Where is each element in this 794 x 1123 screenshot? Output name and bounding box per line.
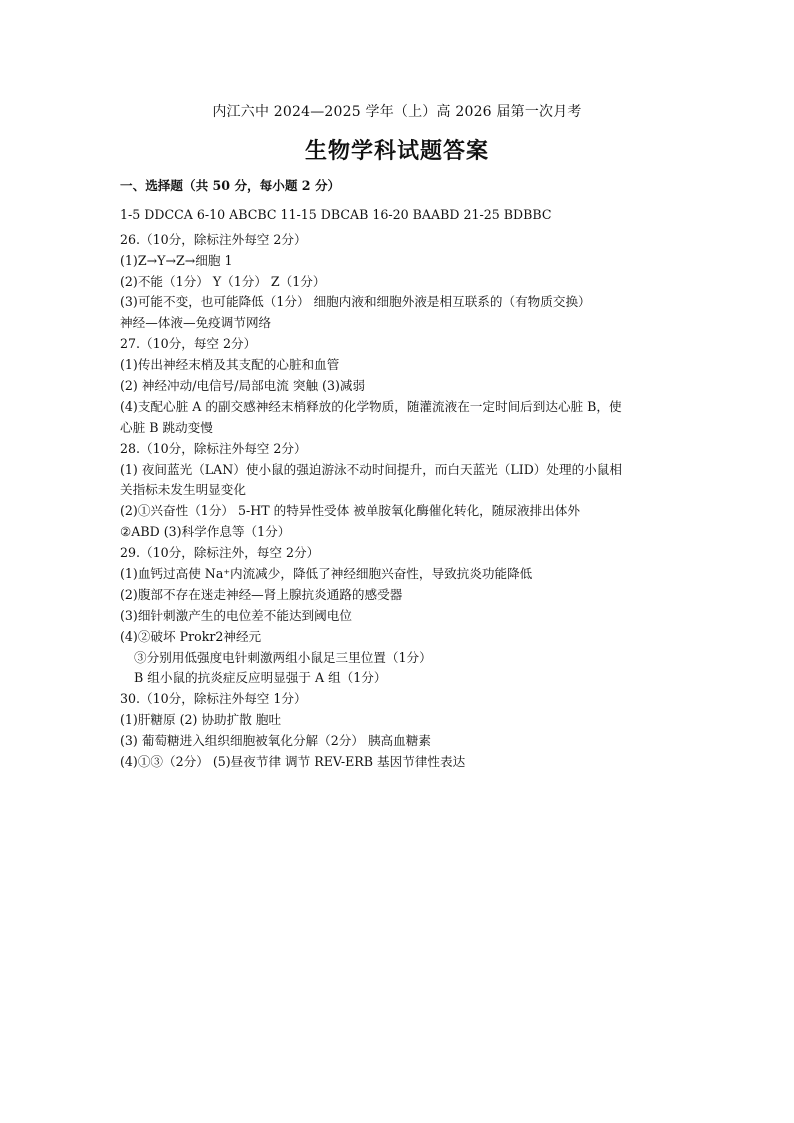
q26-answer-3-cont: 神经—体液—免疫调节网络 (120, 315, 272, 331)
question-28-heading: 28.（10分，除标注外每空 2分） (120, 440, 307, 456)
answer-content (120, 176, 680, 773)
q29-answer-2: (2)腹部不存在迷走神经—肾上腺抗炎通路的感受器 (120, 586, 403, 602)
section-heading-choice: 一、选择题（共 50 分，每小题 2 分） (120, 178, 341, 193)
q28-answer-2: (2)①兴奋性（1分） 5-HT 的特异性受体 被单胺氧化酶催化转化，随尿液排出体外 (120, 503, 580, 519)
q30-answer-3: (3) 葡萄糖进入组织细胞被氧化分解（2分） 胰高血糖素 (120, 733, 431, 749)
school-exam-line: 内江六中 2024—2025 学年（上）高 2026 届第一次月考 (212, 104, 582, 120)
q29-answer-4: (4)②破坏 Prokr2神经元 (120, 628, 262, 644)
q27-answer-1: (1)传出神经末梢及其支配的心脏和血管 (120, 357, 340, 373)
choice-answers: 1-5 DDCCA 6-10 ABCBC 11-15 DBCAB 16-20 BAABD 21-25 BDBBC (120, 206, 552, 222)
page-title: 生物学科试题答案 (304, 138, 489, 164)
q30-answer-4-5: (4)①③（2分） (5)昼夜节律 调节 REV-ERB 基因节律性表达 (120, 754, 466, 770)
q28-answer-2-3: ②ABD (3)科学作息等（1分） (120, 524, 291, 540)
q28-answer-1-cont: 关指标未发生明显变化 (120, 482, 246, 498)
question-26-heading: 26.（10分，除标注外每空 2分） (120, 231, 307, 247)
q26-answer-3: (3)可能不变，也可能降低（1分） 细胞内液和细胞外液是相互联系的（有物质交换） (120, 294, 591, 310)
q28-answer-1: (1) 夜间蓝光（LAN）使小鼠的强迫游泳不动时间提升，而白天蓝光（LID）处理的小鼠相 (120, 461, 622, 477)
q27-answer-4-cont: 心脏 B 跳动变慢 (120, 419, 213, 435)
question-27-heading: 27.（10分，每空 2分） (120, 336, 257, 352)
q26-answer-2: (2)不能（1分） Y（1分） Z（1分） (120, 273, 326, 289)
q27-answer-4: (4)支配心脏 A 的副交感神经末梢释放的化学物质，随灌流液在一定时间后到达心脏 B，使 (120, 398, 622, 414)
question-29-heading: 29.（10分，除标注外，每空 2分） (120, 545, 320, 561)
q26-answer-1: (1)Z→Y→Z→细胞 1 (120, 252, 233, 268)
q29-answer-3: (3)细针刺激产生的电位差不能达到阈电位 (120, 607, 352, 623)
question-30-heading: 30.（10分，除标注外每空 1分） (120, 691, 307, 707)
q29-answer-4-result: B 组小鼠的抗炎症反应明显强于 A 组（1分） (134, 670, 387, 686)
q29-answer-1: (1)血钙过高使 Na⁺内流减少，降低了神经细胞兴奋性，导致抗炎功能降低 (120, 566, 533, 582)
q29-answer-4-step3: ③分别用低强度电针刺激两组小鼠足三里位置（1分） (134, 649, 432, 665)
q27-answer-2-3: (2) 神经冲动/电信号/局部电流 突触 (3)减弱 (120, 378, 366, 394)
q30-answer-1-2: (1)肝糖原 (2) 协助扩散 胞吐 (120, 712, 282, 728)
